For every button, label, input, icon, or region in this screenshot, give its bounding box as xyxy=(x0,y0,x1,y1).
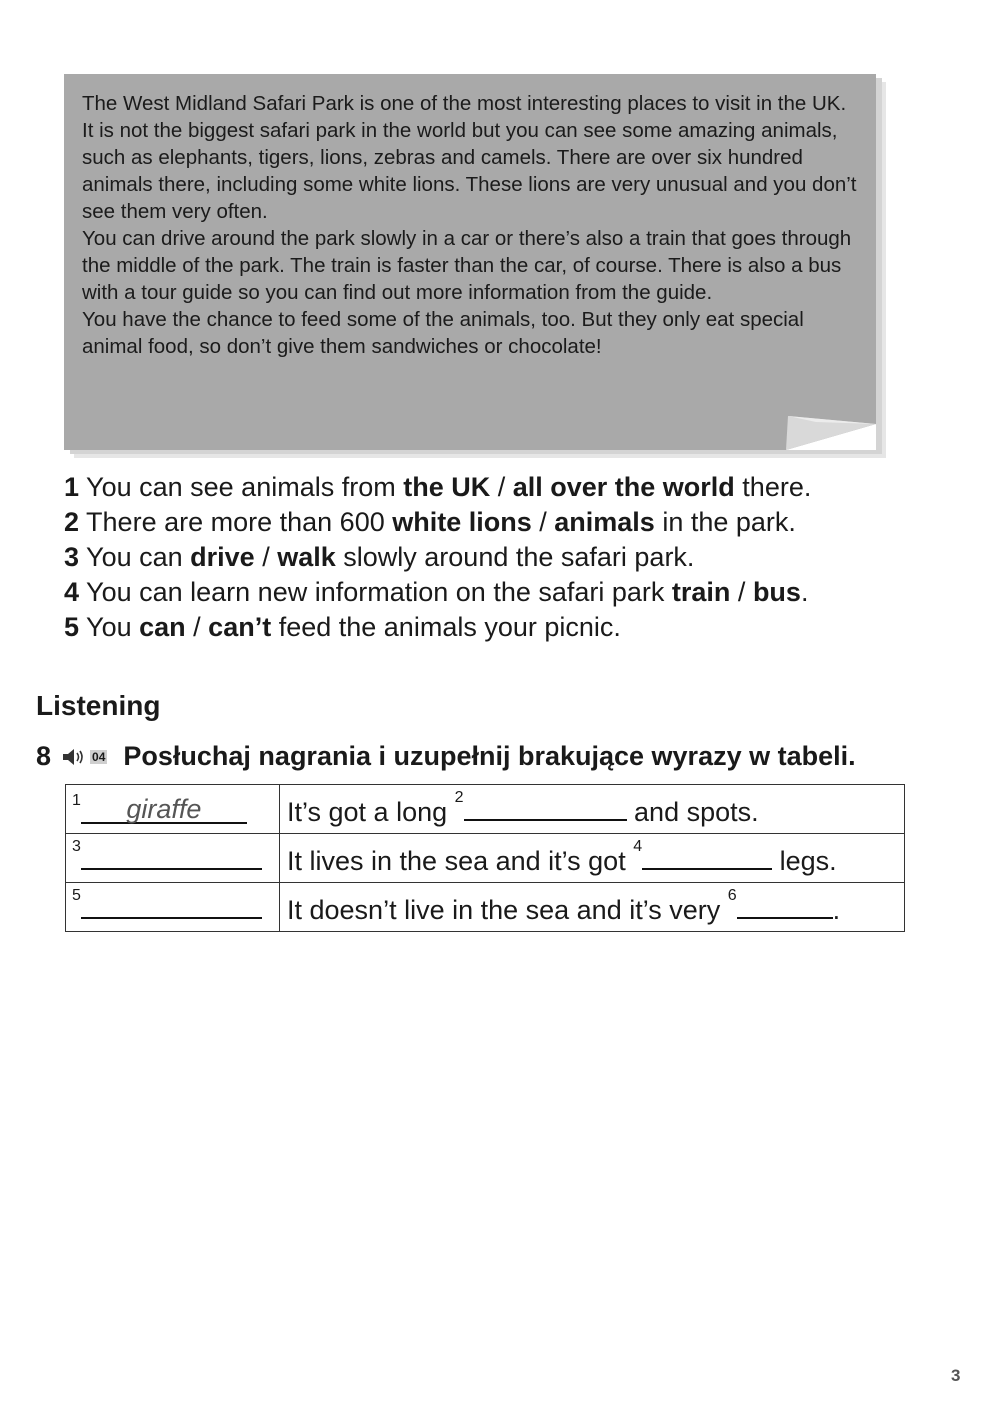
reading-paragraph: You have the chance to feed some of the animals, too. But they only eat special animal food, so don’t give them sandwiches or chocolate! xyxy=(82,308,804,358)
gap-number: 3 xyxy=(72,837,81,855)
section-heading: Listening xyxy=(36,690,161,721)
instruction-text: Posłuchaj nagrania i uzupełnij brakujące wyrazy w tabeli. xyxy=(123,741,856,771)
sentence-text-end: legs. xyxy=(772,845,837,876)
question-text: You can xyxy=(86,542,191,572)
example-answer: giraffe xyxy=(126,793,202,824)
question-number: 1 xyxy=(64,472,80,502)
table-cell xyxy=(280,834,905,883)
option-2[interactable]: animals xyxy=(554,507,655,537)
fill-in-table xyxy=(65,784,905,932)
option-separator: / xyxy=(730,577,753,607)
option-1[interactable]: white lions xyxy=(392,507,532,537)
table-cell xyxy=(66,883,280,932)
option-separator: / xyxy=(490,472,513,502)
question-text-end: in the park. xyxy=(654,507,796,537)
option-1[interactable]: the UK xyxy=(403,472,491,502)
task-instruction xyxy=(36,741,856,772)
reading-paragraph: It is not the biggest safari park in the world but you can see some amazing animals, such as elephants, tigers, lions, zebras and camels. There are over six hundred animals there, including some white lions. These lions are very unusual and you don’t see them very often. xyxy=(82,119,857,223)
sentence-text: It lives in the sea and it’s got xyxy=(287,845,634,876)
answer-blank[interactable] xyxy=(81,794,247,824)
reading-text-box xyxy=(64,74,876,450)
answer-blank[interactable] xyxy=(642,840,772,870)
question-list xyxy=(64,470,964,645)
question-number: 3 xyxy=(64,542,80,572)
option-1[interactable]: train xyxy=(671,577,731,607)
option-2[interactable]: walk xyxy=(277,542,336,572)
gap-number: 5 xyxy=(72,886,81,904)
table-cell xyxy=(280,785,905,834)
option-1[interactable]: drive xyxy=(190,542,255,572)
speaker-icon[interactable] xyxy=(61,747,107,767)
table-row xyxy=(66,834,905,883)
answer-blank[interactable] xyxy=(81,889,262,919)
sentence-text-end: . xyxy=(832,894,841,925)
question-text: There are more than 600 xyxy=(86,507,393,537)
question-number: 2 xyxy=(64,507,80,537)
reading-text xyxy=(82,90,867,360)
option-separator: / xyxy=(254,542,278,572)
option-2[interactable]: bus xyxy=(752,577,801,607)
reading-paragraph: You can drive around the park slowly in a car or there’s also a train that goes through the middle of the park. The train is faster than the car, of course. There is also a bus with a tour guide so you can find out more information from the guide. xyxy=(82,227,852,304)
question-item xyxy=(64,610,964,645)
question-text: You can learn new information on the safari park xyxy=(86,577,672,607)
question-number: 4 xyxy=(64,577,80,607)
option-1[interactable]: can xyxy=(139,612,186,642)
question-text: You xyxy=(86,612,140,642)
sentence-text-end: and spots. xyxy=(626,796,759,827)
answer-blank[interactable] xyxy=(737,889,833,919)
table-row xyxy=(66,883,905,932)
table-cell xyxy=(66,785,280,834)
question-item xyxy=(64,540,964,575)
option-2[interactable]: all over the world xyxy=(512,472,735,502)
option-2[interactable]: can’t xyxy=(208,612,272,642)
answer-blank[interactable] xyxy=(81,840,262,870)
answer-blank[interactable] xyxy=(464,791,627,821)
question-text-end: there. xyxy=(734,472,812,502)
question-item xyxy=(64,505,964,540)
page-number: 3 xyxy=(951,1366,961,1385)
question-item xyxy=(64,470,964,505)
page-curl-decoration xyxy=(786,416,876,450)
question-text-end: slowly around the safari park. xyxy=(335,542,695,572)
gap-number: 1 xyxy=(72,791,81,809)
reading-paragraph: The West Midland Safari Park is one of the most interesting places to visit in the UK. xyxy=(82,92,847,115)
option-separator: / xyxy=(531,507,555,537)
question-number: 5 xyxy=(64,612,80,642)
gap-number: 4 xyxy=(633,837,643,855)
sentence-text: It’s got a long xyxy=(287,796,455,827)
table-cell xyxy=(66,834,280,883)
question-text-end: . xyxy=(800,577,809,607)
track-number: 04 xyxy=(92,749,106,764)
question-text-end: feed the animals your picnic. xyxy=(271,612,621,642)
gap-number: 2 xyxy=(454,788,464,806)
question-item xyxy=(64,575,964,610)
sentence-text: It doesn’t live in the sea and it’s very xyxy=(287,894,728,925)
table-cell xyxy=(280,883,905,932)
table-row xyxy=(66,785,905,834)
option-separator: / xyxy=(185,612,209,642)
question-text: You can see animals from xyxy=(86,472,404,502)
gap-number: 6 xyxy=(727,886,737,904)
task-number: 8 xyxy=(36,741,52,771)
